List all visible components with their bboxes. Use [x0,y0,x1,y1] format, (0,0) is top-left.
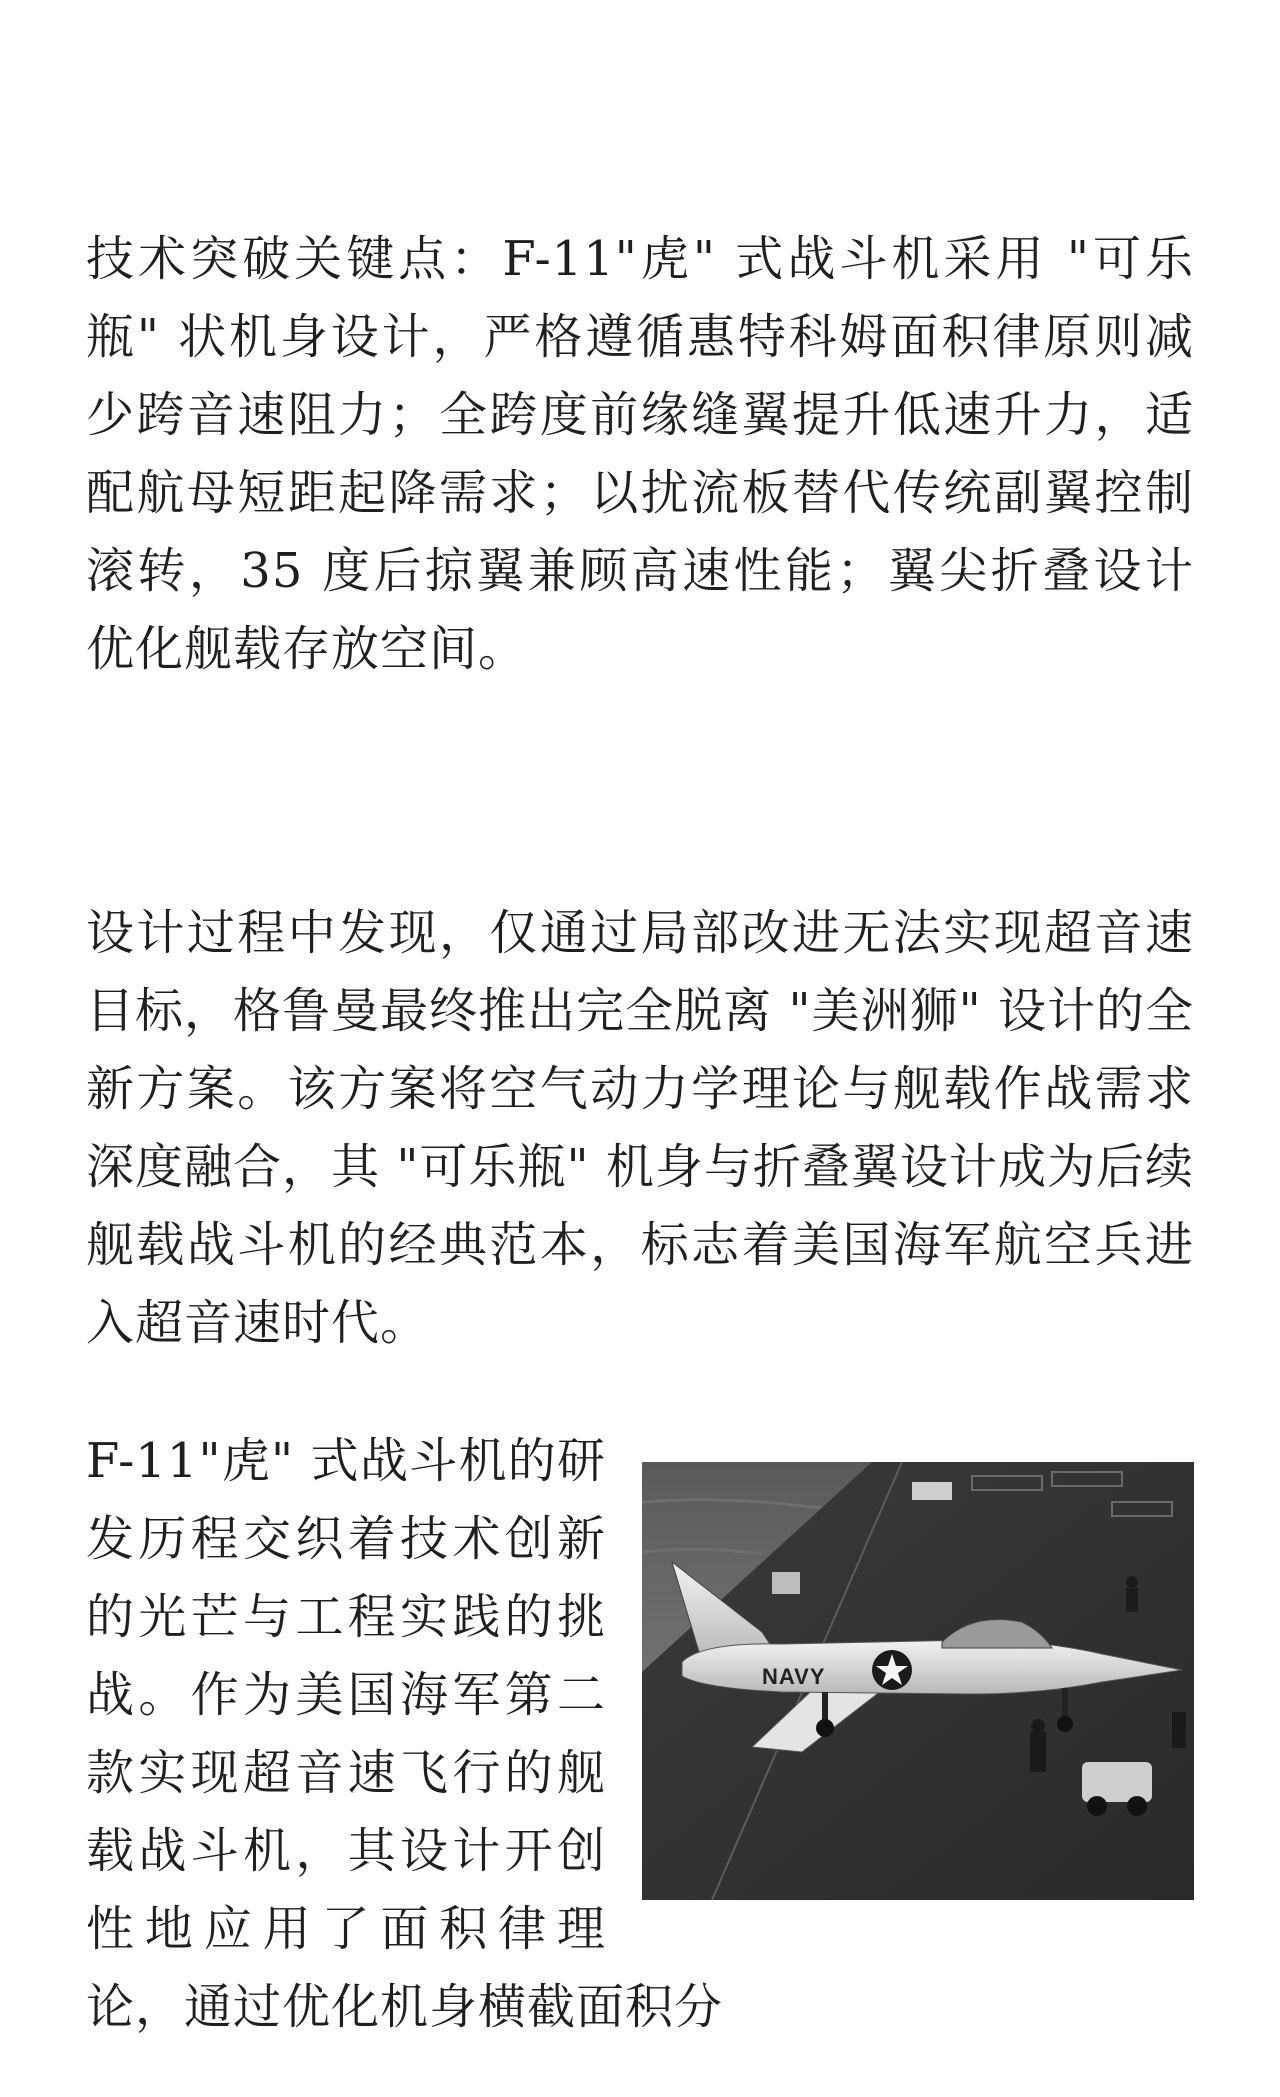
article-paragraph-1: 技术突破关键点：F-11"虎" 式战斗机采用 "可乐瓶" 状机身设计，严格遵循惠特科姆面积律原则减少跨音速阻力；全跨度前缘缝翼提升低速升力，适配航母短距起降需求；以扰流板替代传统副翼控制滚转，35 度后掠翼兼顾高速性能；翼尖折叠设计优化舰载存放空间。 [86,231,1194,677]
aircraft-carrier-photo [642,1462,1194,1900]
article-paragraph-2: 设计过程中发现，仅通过局部改进无法实现超音速目标，格鲁曼最终推出完全脱离 "美洲狮" 设计的全新方案。该方案将空气动力学理论与舰载作战需求深度融合，其 "可乐瓶" 机身与折叠翼设计成为后续舰载战斗机的经典范本，标志着美国海军航空兵进入超音速时代。 [86,905,1194,1351]
article-paragraph-3: F-11"虎" 式战斗机的研发历程交织着技术创新的光芒与工程实践的挑战。作为美国海军第二款实现超音速飞行的舰载战斗机，其设计开创性地应用了面积律理论，通过优化机身横截面积分 [86,1433,724,2035]
fuselage-marking-text: NAVY [762,1664,826,1689]
article-section-with-photo [86,1422,1194,2046]
